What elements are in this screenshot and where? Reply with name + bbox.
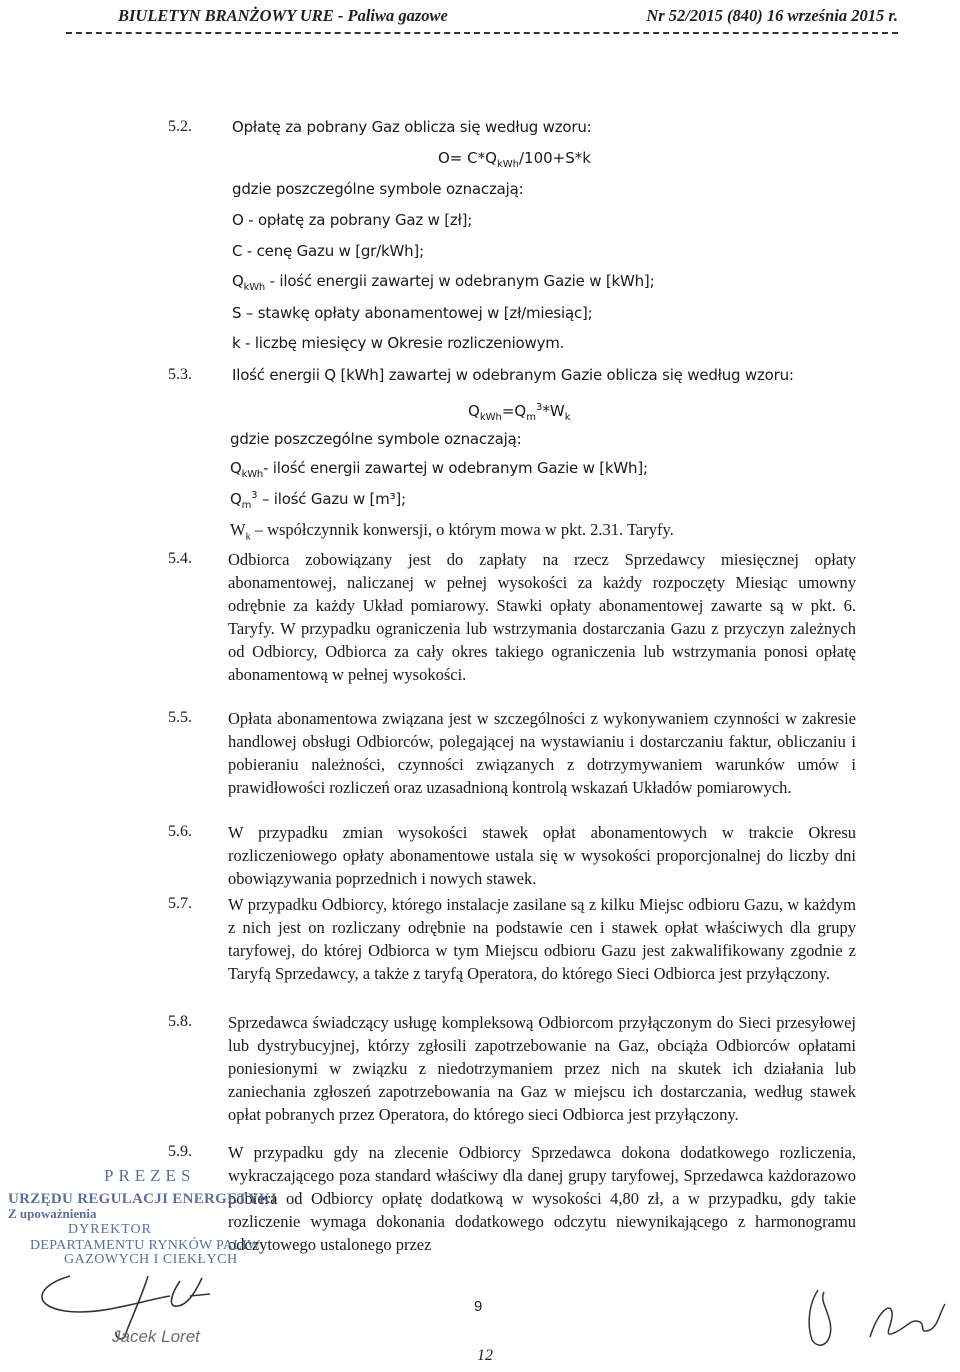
stamp-department-line2: GAZOWYCH I CIEKŁYCH — [64, 1252, 238, 1267]
definition-item: $W_k$ – współczynnik konwersji, o którym mowa w pkt. 2.31. Taryfy. — [230, 520, 674, 543]
section-number: 5.7. — [168, 895, 192, 912]
section-number: 5.5. — [168, 709, 192, 726]
stamp-director: DYREKTOR — [68, 1222, 152, 1237]
definition-item: $Q_{kWh}$ - ilość energii zawartej w odebranym Gazie w [kWh]; — [232, 272, 655, 293]
section-number: 5.4. — [168, 550, 192, 567]
header-divider — [66, 32, 898, 34]
page-number: 9 — [474, 1298, 483, 1315]
section-number: 5.9. — [168, 1143, 192, 1160]
section-paragraph: Opłata abonamentowa związana jest w szczególności z wykonywaniem czynności w zakresie handlowej obsługi Odbiorców, polegającej na wystawianiu i dostarczaniu faktur, obliczaniu i pobieraniu należności, czynności związanych z dotrzymywaniem warunków umów i prawidłowości rozliczeń oraz uzasadnioną kontrolą wskazań Układów pomiarowych. — [228, 709, 856, 797]
stamp-office: URZĘDU REGULACJI ENERGETYKI — [8, 1191, 277, 1207]
section-number: 5.3. — [168, 366, 192, 383]
section-text: Ilość energii Q [kWh] zawartej w odebranym Gazie oblicza się według wzoru: — [232, 366, 794, 384]
definition-item: k - liczbę miesięcy w Okresie rozliczeniowym. — [232, 334, 565, 352]
section-text: Opłatę za pobrany Gaz oblicza się według wzoru: — [232, 118, 592, 136]
definition-item: $Q_m^3$ – ilość Gazu w [m³]; — [230, 490, 406, 511]
definition-item: O - opłatę za pobrany Gaz w [zł]; — [232, 211, 473, 229]
stamp-title: PREZES — [104, 1166, 196, 1185]
page-number-handwritten: 12 — [477, 1347, 493, 1364]
stamp-department: DEPARTAMENTU RYNKÓW PALIW — [30, 1238, 261, 1253]
definition-item: $Q_{kWh}-$ ilość energii zawartej w odebranym Gazie w [kWh]; — [230, 459, 648, 480]
section-paragraph: W przypadku gdy na zlecenie Odbiorcy Sprzedawca dokona dodatkowego rozliczenia, wykraczającego poza standard właściwy dla danej grupy taryfowej, Sprzedawca każdorazowo pobiera od Odbiorcy opłatę dodatkową w wysokości 4,80 zł, a w przypadku, gdy takie rozliczenie wymaga dokonania dodatkowego odczytu niewynikającego z harmonogramu odczytowego ustalonego przez — [228, 1143, 856, 1254]
formula: $Q_{kWh}=Q_m^3*W_k$ — [468, 402, 571, 423]
bulletin-title: BIULETYN BRANŻOWY URE - Paliwa gazowe — [118, 6, 448, 25]
definition-item: S – stawkę opłaty abonamentowej w [zł/miesiąc]; — [232, 304, 593, 322]
signer-name: Jacek Loret — [112, 1327, 200, 1346]
section-number: 5.8. — [168, 1013, 192, 1030]
formula: $O= C*Q_{kWh}/100+S*k$ — [438, 149, 591, 170]
section-paragraph: Sprzedawca świadczący usługę kompleksową Odbiorcom przyłączonym do Sieci przesyłowej lub dystrybucyjnej, którzy zgłosili zapotrzebowanie na Gaz, obciąża Odbiorców opłatami poniesionymi w związku z niedotrzymaniem przez nich na skutek ich działania lub zaniechania zgłoszeń zapotrzebowania na Gaz w miejscu ich dostarczania, według stawek opłat pobranych przez Operatora, do którego sieci Odbiorca jest przyłączony. — [228, 1013, 856, 1124]
initials-signature — [800, 1282, 950, 1362]
bulletin-issue: Nr 52/2015 (840) 16 września 2015 r. — [646, 6, 898, 25]
stamp-authorization: Z upoważnienia — [8, 1206, 97, 1221]
section-paragraph: W przypadku zmian wysokości stawek opłat abonamentowych w trakcie Okresu rozliczeniowego opłaty abonamentowe ustala się w wysokości proporcjonalnej do liczby dni obowiązywania poprzednich i nowych stawek. — [228, 823, 856, 888]
section-number: 5.2. — [168, 118, 192, 135]
definitions-intro: gdzie poszczególne symbole oznaczają: — [232, 180, 524, 198]
definition-item: C - cenę Gazu w [gr/kWh]; — [232, 242, 424, 260]
section-number: 5.6. — [168, 823, 192, 840]
section-paragraph: W przypadku Odbiorcy, którego instalacje zasilane są z kilku Miejsc odbioru Gazu, w każdym z nich jest on rozliczany odrębnie na podstawie cen i stawek opłat właściwych dla grupy taryfowej, do której Odbiorca w tym Miejscu odbioru Gazu jest zakwalifikowany zgodnie z Taryfą Sprzedawcy, a także z taryfą Operatora, do którego Sieci Odbiorca jest przyłączony. — [228, 895, 856, 983]
section-paragraph: Odbiorca zobowiązany jest do zapłaty na rzecz Sprzedawcy miesięcznej opłaty abonamentowej, naliczanej w pełnej wysokości za każdy rozpoczęty Miesiąc umowny odrębnie za każdy Układ pomiarowy. Stawki opłaty abonamentowej zawarte są w pkt. 6. Taryfy. W przypadku ograniczenia lub wstrzymania dostarczania Gazu z przyczyn zależnych od Odbiorcy, Odbiorca za cały okres takiego ograniczenia lub wstrzymania ponosi opłatę abonamentową w pełnej wysokości. — [228, 550, 856, 684]
definitions-intro: gdzie poszczególne symbole oznaczają: — [230, 430, 522, 448]
